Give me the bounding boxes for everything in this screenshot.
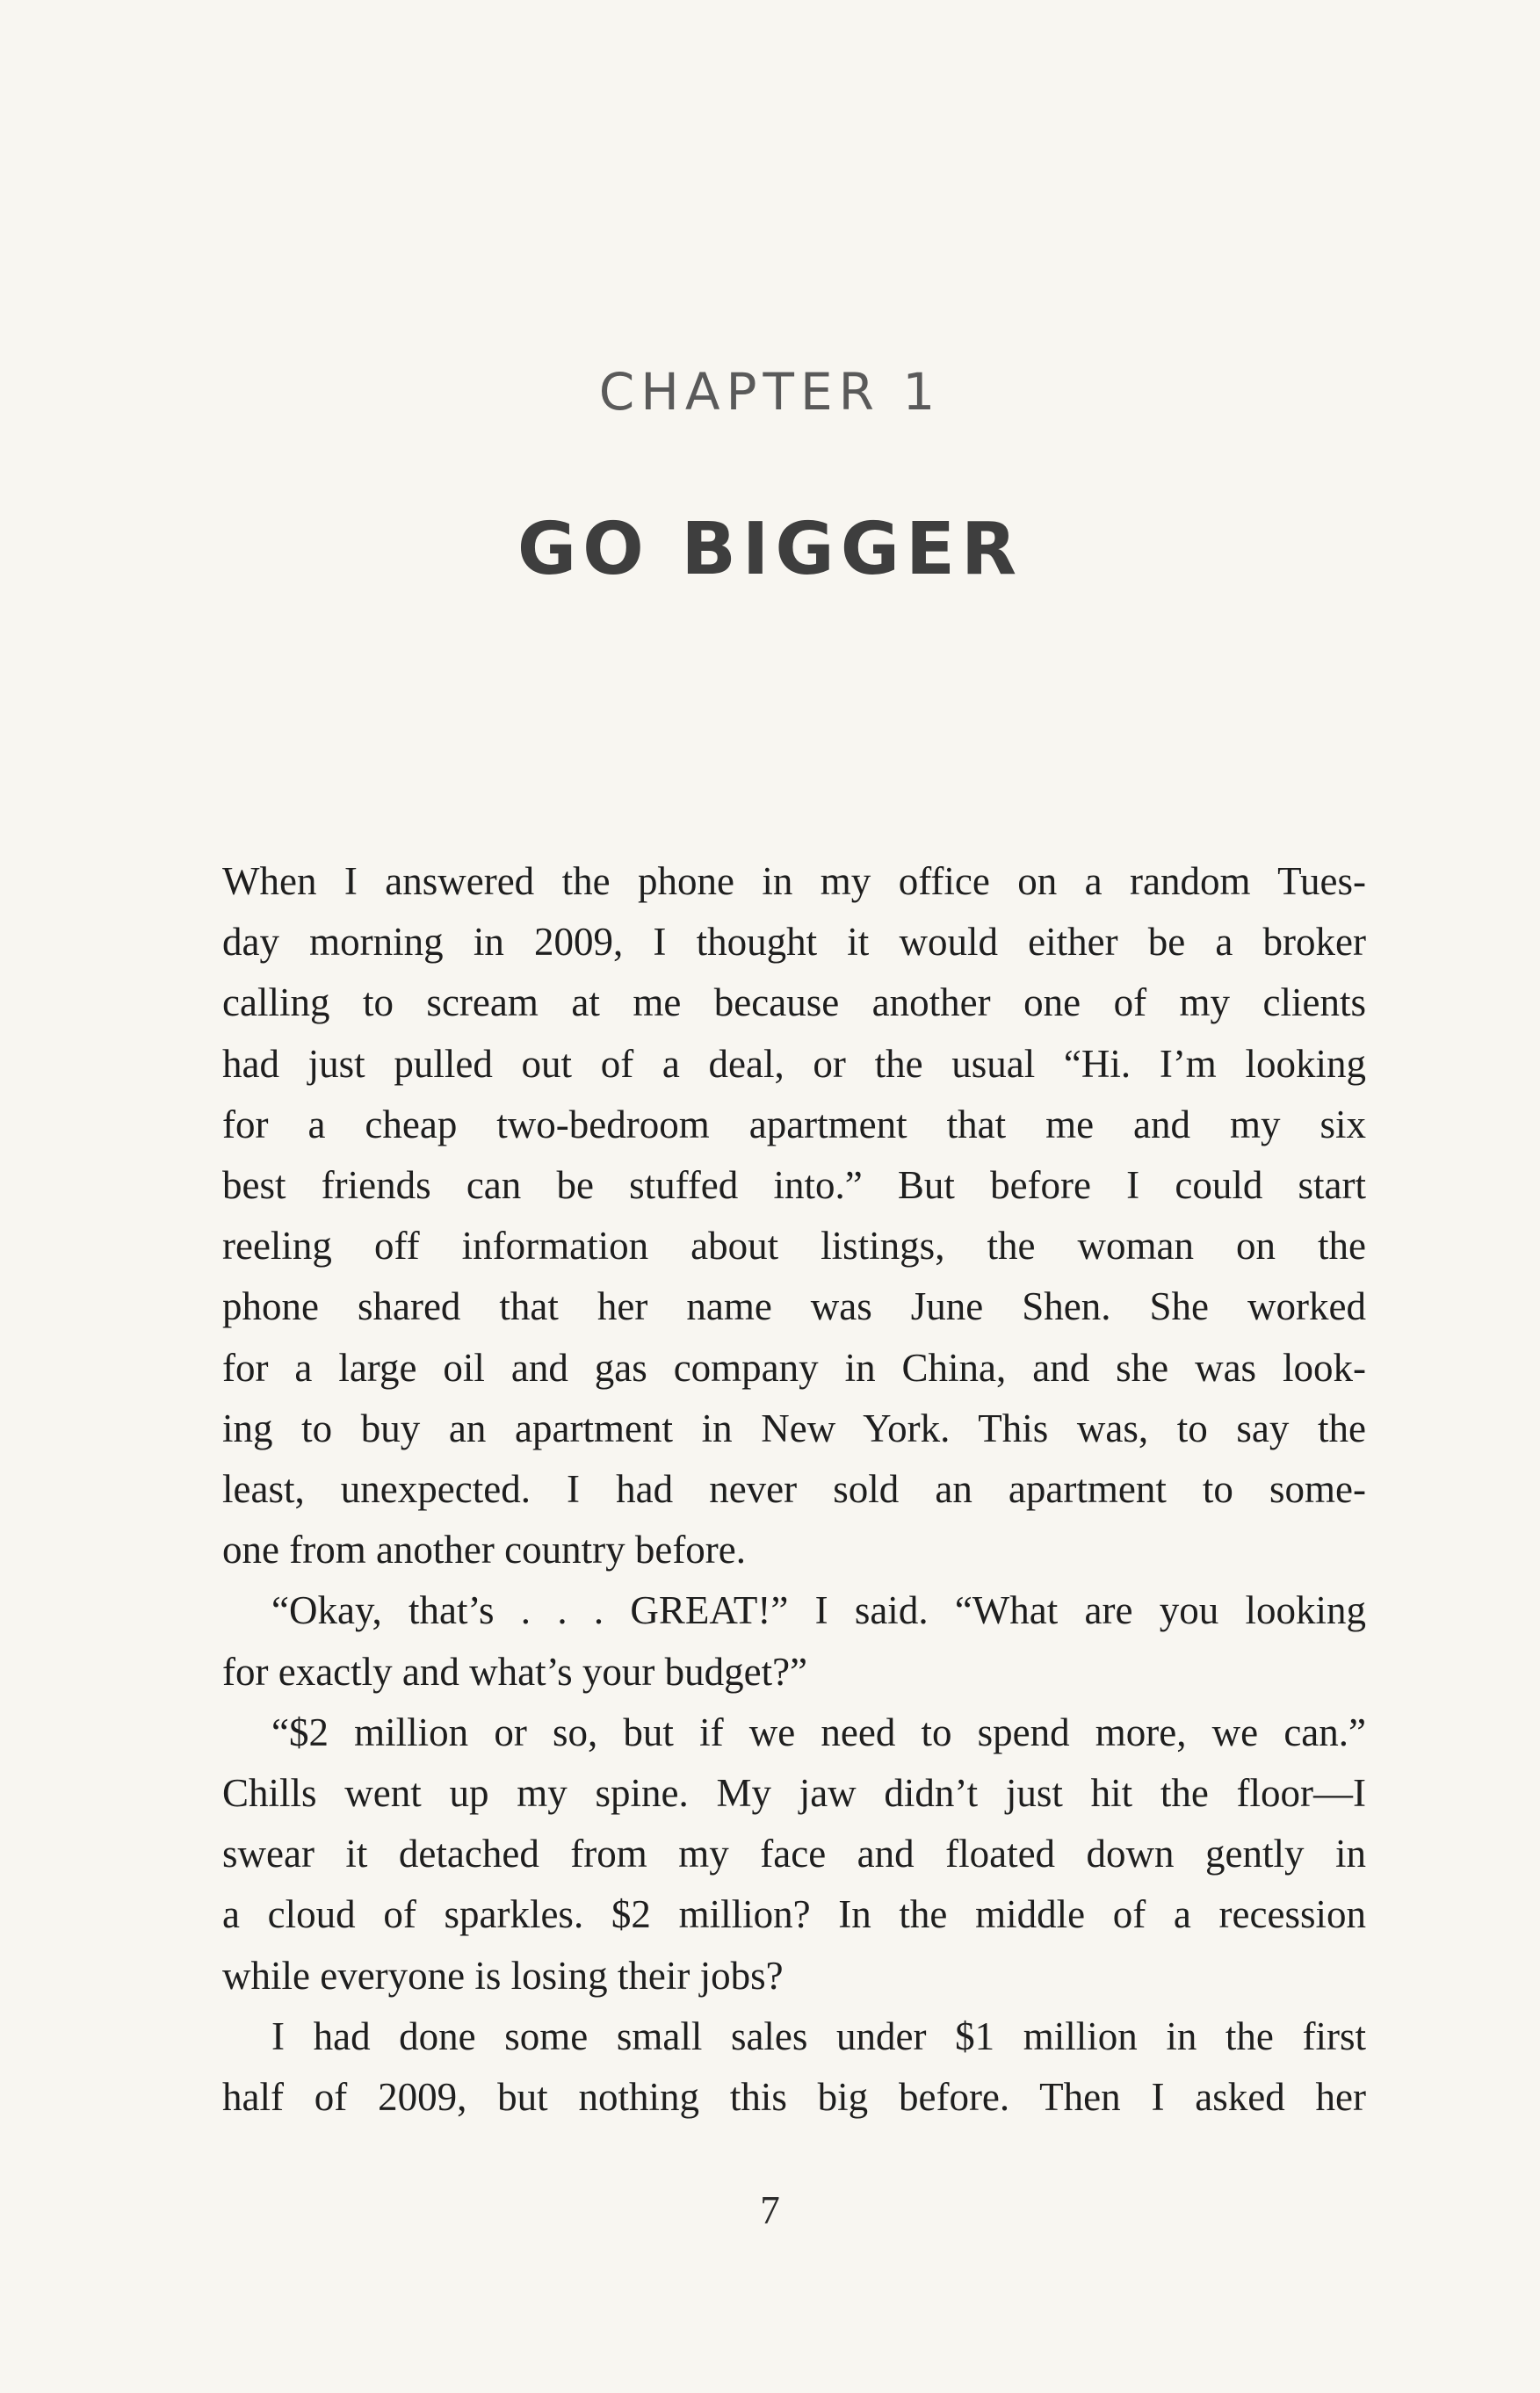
text-line: phone shared that her name was June Shen. She worked bbox=[222, 1284, 1366, 1329]
body-text bbox=[222, 851, 1366, 2128]
paragraph bbox=[222, 2006, 1366, 2128]
text-line: had just pulled out of a deal, or the usual “Hi. I’m looking bbox=[222, 1041, 1366, 1086]
text-line: “$2 million or so, but if we need to spend more, we can.” bbox=[271, 1710, 1366, 1754]
text-line: for a large oil and gas company in China, and she was look- bbox=[222, 1345, 1366, 1390]
chapter-title: GO BIGGER bbox=[517, 508, 1023, 591]
page-number: 7 bbox=[760, 2188, 780, 2232]
paragraph bbox=[222, 1580, 1366, 1702]
text-line: When I answered the phone in my office on a random Tues- bbox=[222, 859, 1366, 903]
text-line: “Okay, that’s . . . GREAT!” I said. “What are you looking bbox=[271, 1588, 1366, 1633]
text-line: one from another country before. bbox=[222, 1528, 747, 1572]
text-line: I had done some small sales under $1 million in the first bbox=[271, 2013, 1366, 2058]
text-line: a cloud of sparkles. $2 million? In the middle of a recession bbox=[222, 1892, 1366, 1937]
paragraph bbox=[222, 851, 1366, 1580]
text-line: for exactly and what’s your budget?” bbox=[222, 1649, 808, 1694]
text-line: while everyone is losing their jobs? bbox=[222, 1953, 784, 1998]
text-line: reeling off information about listings, the woman on the bbox=[222, 1224, 1366, 1269]
text-line: ing to buy an apartment in New York. This was, to say the bbox=[222, 1406, 1366, 1450]
text-line: half of 2009, but nothing this big before. Then I asked her bbox=[222, 2075, 1366, 2120]
text-line: day morning in 2009, I thought it would either be a broker bbox=[222, 920, 1366, 965]
text-line: for a cheap two-bedroom apartment that me and my six bbox=[222, 1102, 1366, 1146]
text-line: Chills went up my spine. My jaw didn’t just hit the floor—I bbox=[222, 1771, 1366, 1816]
text-line: best friends can be stuffed into.” But before I could start bbox=[222, 1163, 1366, 1208]
text-line: least, unexpected. I had never sold an apartment to some- bbox=[222, 1467, 1366, 1512]
text-line: calling to scream at me because another one of my clients bbox=[222, 980, 1366, 1025]
paragraph bbox=[222, 1703, 1366, 2006]
chapter-label: CHAPTER 1 bbox=[598, 362, 942, 422]
text-line: swear it detached from my face and floated down gently in bbox=[222, 1832, 1366, 1876]
